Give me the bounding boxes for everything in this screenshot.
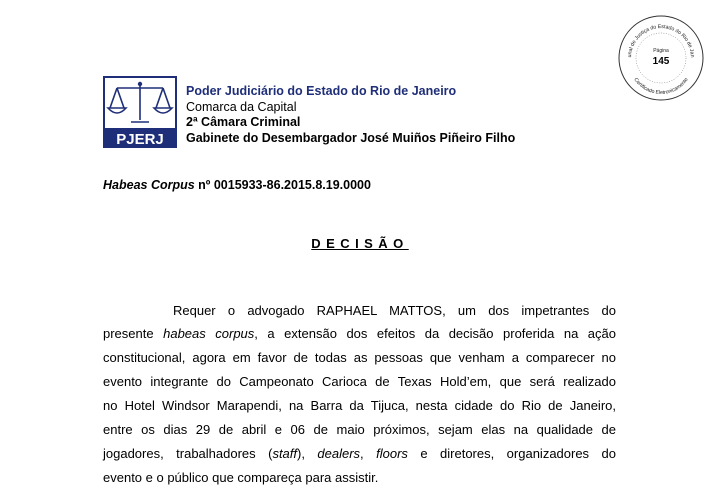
document-title: DECISÃO — [311, 236, 409, 251]
pjerj-logo — [103, 76, 177, 148]
text-run: presente — [103, 326, 164, 341]
case-number — [103, 178, 371, 192]
certification-seal — [617, 14, 705, 102]
text-run: e diretores, organizadores do — [407, 446, 616, 461]
italic-term: dealers — [317, 446, 361, 461]
italic-term: floors — [376, 446, 408, 461]
paragraph-line — [103, 446, 616, 461]
seal-page-number: 145 — [652, 56, 670, 67]
paragraph-line: constitucional, agora em favor de todas as pessoas que venham a comparecer no — [103, 350, 616, 365]
paragraph-line: evento integrante do Campeonato Carioca de Texas Hold’em, que será realizado — [103, 374, 616, 389]
district-name: Comarca da Capital — [186, 99, 297, 114]
text-run: jogadores, trabalhadores ( — [103, 446, 273, 461]
case-type: Habeas Corpus — [103, 178, 195, 192]
text-run: ), — [297, 446, 318, 461]
seal-bottom-text: Certificado Eletronicamente — [632, 76, 690, 97]
chamber-name: 2ª Câmara Criminal — [186, 115, 301, 129]
paragraph-line: entre os dias 29 de abril e 06 de maio próximos, sejam elas na qualidade de — [103, 422, 616, 437]
judge-office: Gabinete do Desembargador José Muiños Piñeiro Filho — [186, 130, 516, 145]
italic-term: staff — [272, 446, 298, 461]
court-name: Poder Judiciário do Estado do Rio de Janeiro — [186, 84, 457, 98]
seal-graphic — [617, 14, 705, 102]
seal-label: Página — [653, 48, 669, 54]
italic-term: habeas corpus — [163, 326, 255, 341]
logo-text: PJERJ — [116, 131, 164, 148]
paragraph-line: Requer o advogado RAPHAEL MATTOS, um dos impetrantes do — [173, 303, 616, 318]
court-header — [186, 84, 515, 146]
text-run: , — [360, 446, 377, 461]
scales-of-justice-icon — [103, 76, 177, 148]
seal-top-text: unal de Justiça do Estado do Rio de Jan — [626, 23, 696, 58]
paragraph-line: evento e o público que compareça para assistir. — [103, 470, 379, 485]
paragraph-line: no Hotel Windsor Marapendi, na Barra da Tijuca, nesta cidade do Rio de Janeiro, — [103, 398, 616, 413]
text-run: , a extensão dos efeitos da decisão proferida na ação — [254, 326, 616, 341]
case-id: nº 0015933-86.2015.8.19.0000 — [194, 178, 371, 192]
paragraph-line — [103, 326, 616, 341]
